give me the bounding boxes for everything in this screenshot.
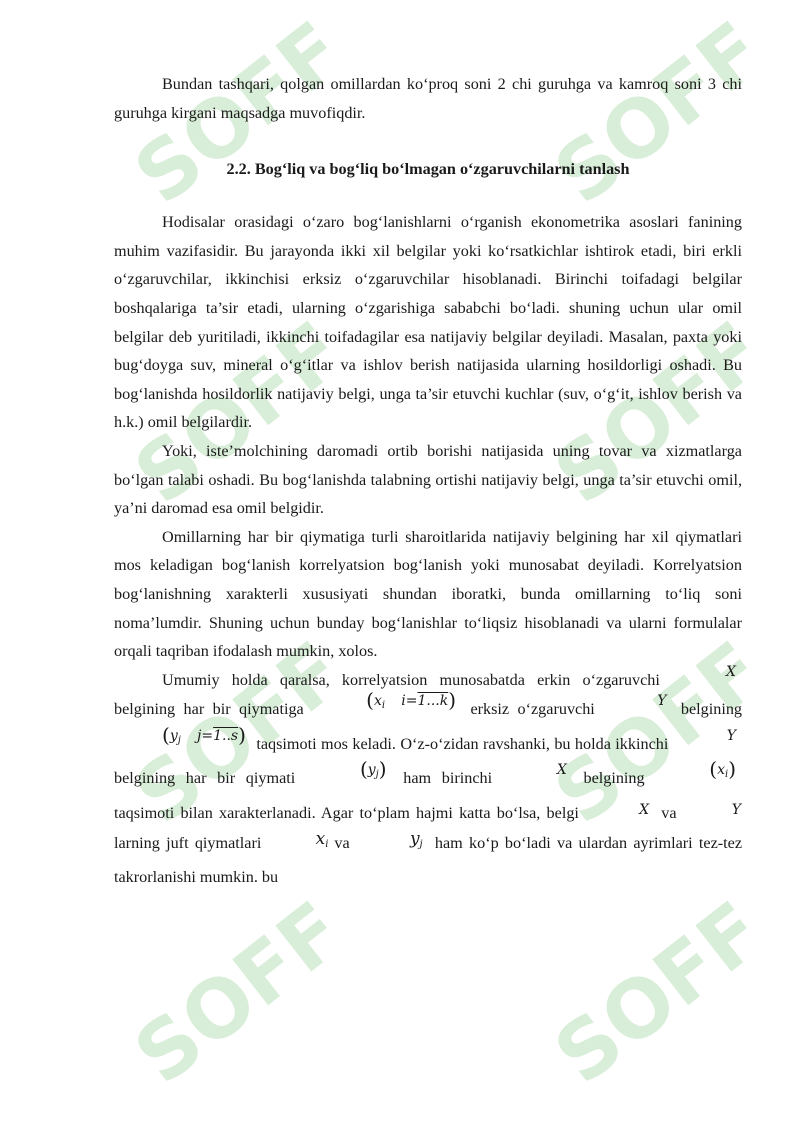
math-subscript: i — [325, 838, 329, 850]
math-x-variable — [503, 755, 573, 785]
math-paren: ) — [728, 757, 737, 782]
text-fragment: taqsimoti mos keladi. O‘z-o‘zidan ravshanki, bu holda ikkinchi — [256, 734, 669, 753]
math-range: 1...k — [417, 693, 449, 710]
math-symbol: X — [726, 663, 737, 680]
text-fragment: va — [334, 833, 350, 852]
math-xi-range — [312, 686, 462, 721]
math-yj — [306, 755, 393, 790]
math-y-variable — [673, 721, 742, 751]
text-fragment: belgining — [583, 769, 645, 788]
text-fragment: taqsimoti bilan xarakterlanadi. Agar to‘plam hajmi katta bo‘lsa, belgi — [114, 804, 579, 823]
svg-text:SOFF: SOFF — [537, 20, 750, 223]
math-symbol: x — [717, 762, 726, 779]
math-subscript: j — [375, 769, 379, 781]
text-fragment: erksiz o‘zgaruvchi — [470, 700, 595, 719]
paragraph-relationships: Hodisalar orasidagi o‘zaro bog‘lanishlarni o‘rganish ekonometrika asoslari fanining muhim vazifasidir. Bu jarayonda ikki xil belgilar yoki ko‘rsatkichlar ishtirok etadi, biri erkli o‘zgaruvchilar, ikkinchisi erksiz o‘zgaruvchilar hisoblanadi. Birinchi toifadagi belgilar boshqalariga ta’sir etadi, ularning o‘zgarishiga sababchi bo‘ladi. shuning uchun ular omil belgilar deb yuritiladi, ikkinchi toifadagilar esa natijaviy belgilar deyiladi. Masalan, paxta yoki bug‘doyga suv, mineral o‘g‘itlar va ishlov berish natijasida ularning hosildorligi oshadi. Bu bog‘lanishda hosildorlik natijaviy belgi, unga ta’sir etuvchi kuchlar (suv, o‘g‘it, ishlov berish va h.k.) omil belgilardir. — [114, 213, 742, 432]
math-xi — [268, 825, 335, 860]
math-range: 1..s — [213, 727, 239, 744]
paragraph-correlation-definition: Omillarning har bir qiymatiga turli sharoitlarida natijaviy belgining har xil qiymatlari mos keladigan bog‘lanish korrelyatsion bog‘lanish yoki munosabat deyiladi. Korrelyatsion bog‘lanishning xarakterli xususiyati shundan iboratki, bunda omillarning to‘liq soni noma’lumdir. Shuning uchun bunday bog‘lanishlar to‘liqsiz hisoblanadi va ularni formulalar orqali taqriban ifodalash mumkin, xolos. — [114, 527, 742, 661]
math-subscript: i — [725, 769, 729, 781]
section-heading: 2.2. Bog‘liq va bog‘liq bo‘lmagan o‘zgaruvchilarni tanlash — [226, 160, 630, 179]
math-paren: ( — [709, 757, 718, 782]
math-symbol: x — [373, 693, 382, 710]
math-paren: ( — [162, 722, 170, 747]
math-symbol: y — [409, 828, 420, 849]
math-y-variable — [683, 795, 742, 825]
math-paren: ) — [378, 757, 387, 782]
svg-text:SOFF: SOFF — [537, 320, 750, 523]
math-symbol: X — [556, 762, 567, 779]
svg-text:SOFF: SOFF — [537, 900, 750, 1103]
svg-text:SOFF: SOFF — [117, 900, 330, 1103]
math-symbol: X — [639, 802, 650, 819]
paragraph-general-case — [114, 663, 743, 892]
math-xi — [655, 755, 742, 790]
math-subscript: i — [381, 700, 386, 712]
math-subscript: j — [177, 734, 181, 746]
text-fragment: belgining — [680, 700, 743, 719]
math-symbol: y — [169, 727, 178, 744]
math-paren: ) — [448, 688, 457, 713]
math-symbol: Y — [657, 693, 667, 710]
soff-watermark-logo — [520, 900, 750, 1130]
soff-watermark-logo — [100, 900, 330, 1130]
text-fragment: belgining har bir qiymati — [114, 769, 296, 788]
text-fragment: va — [661, 804, 677, 823]
text-fragment: ham ko‘p bo‘ladi va ulardan ayrimlari tez-tez takrorlanishi mumkin. bu — [114, 833, 743, 887]
svg-text:SOFF: SOFF — [117, 20, 330, 223]
math-symbol: Y — [726, 727, 737, 744]
svg-text:SOFF: SOFF — [117, 320, 330, 523]
text-fragment: belgining har bir qiymatiga — [114, 700, 304, 719]
math-paren: ) — [238, 722, 246, 747]
document-page — [114, 70, 742, 892]
math-paren: ( — [366, 688, 374, 713]
math-symbol: j= — [197, 727, 214, 744]
math-symbol: x — [315, 828, 326, 849]
text-fragment: larning juft qiymatlari — [114, 833, 262, 852]
math-paren: ( — [359, 757, 368, 782]
math-subscript: j — [419, 838, 423, 850]
math-x-variable — [672, 657, 742, 687]
text-fragment: ham birinchi — [403, 769, 493, 788]
math-symbol: Y — [731, 802, 742, 819]
math-x-variable — [585, 795, 655, 825]
paragraph-income-example: Yoki, iste’molchining daromadi ortib borishi natijasida uning tovar va xizmatlarga bo‘lgan talabi oshadi. Bu bog‘lanishda talabning ortishi natijaviy belgi, unga ta’sir etuvchi omil, ya’ni daromad esa omil belgidir. — [114, 441, 742, 518]
math-yj-range — [114, 721, 252, 756]
math-symbol: y — [367, 762, 376, 779]
paragraph-intro: Bundan tashqari, qolgan omillardan ko‘proq soni 2 chi guruhga va kamroq soni 3 chi guruhga kirgani maqsadga muvofiqdir. — [114, 75, 742, 122]
math-yj — [356, 825, 429, 860]
svg-text:SOFF: SOFF — [537, 640, 750, 843]
svg-text:SOFF: SOFF — [117, 640, 330, 843]
text-fragment: Umumiy holda qaralsa, korrelyatsion munosabatda erkin o‘zgaruvchi — [162, 670, 660, 689]
math-y-variable — [603, 686, 672, 716]
math-symbol: i= — [401, 693, 418, 710]
